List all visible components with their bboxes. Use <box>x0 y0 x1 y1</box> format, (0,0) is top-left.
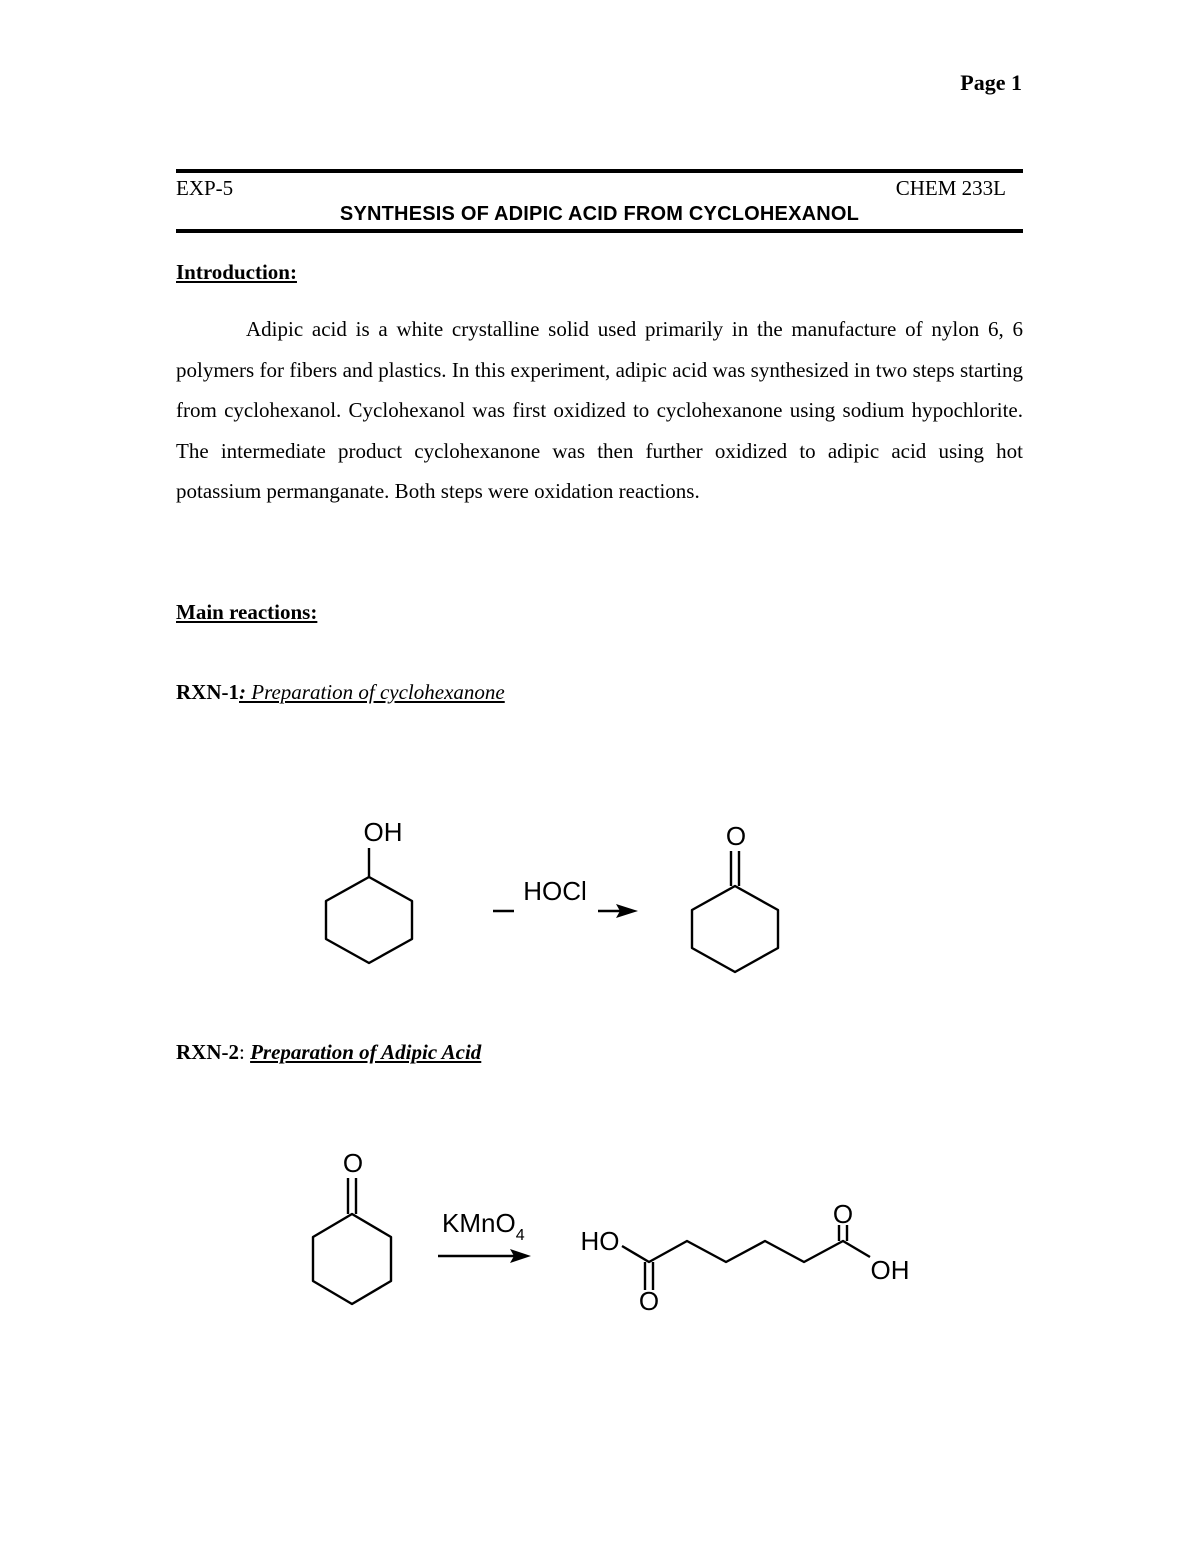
cyclohexanone-o-label: O <box>725 821 747 851</box>
cyclohexanone-ring <box>692 886 778 972</box>
rxn1-title: Preparation of cyclohexanone <box>246 680 505 704</box>
adipic-acid-chain <box>622 1241 870 1262</box>
page-number: Page 1 <box>960 70 1022 95</box>
adipic-left-o-label: O <box>638 1286 660 1316</box>
rxn2-title: Preparation of Adipic Acid <box>250 1040 482 1064</box>
rxn2-colon: : <box>239 1040 251 1064</box>
course-code: CHEM 233L <box>895 176 1006 200</box>
adipic-left-oh-label: HO <box>580 1226 620 1256</box>
rxn2-label: RXN-2 <box>176 1040 239 1064</box>
rxn2-reagent-subscript: 4 <box>515 1227 525 1244</box>
rxn2-cyclohexanone-ring <box>313 1214 391 1304</box>
introduction-paragraph: Adipic acid is a white crystalline solid used primarily in the manufacture of nylon 6, 6 polymers for fibers and plastics. In this experiment, adipic acid was synthesized in two steps starting from cyclohexanol. Cyclohexanol was first oxidized to cyclohexanone using sodium hypochlorite. The intermediate product cyclohexanone was then further oxidized to adipic acid using hot potassium permanganate. Both steps were oxidation reactions. <box>176 317 1023 504</box>
rxn2-cyclohexanone-o-label: O <box>342 1148 364 1178</box>
rxn2-reagent-label <box>442 1208 525 1244</box>
rxn1-colon: : <box>239 680 246 704</box>
experiment-number: EXP-5 <box>176 176 234 200</box>
adipic-right-oh-label: OH <box>870 1255 910 1285</box>
introduction-heading: Introduction: <box>176 260 297 284</box>
cyclohexanol-oh-label: OH <box>363 817 403 847</box>
rxn1-label: RXN-1 <box>176 680 239 704</box>
cyclohexanol-ring <box>326 877 412 963</box>
rxn2-reagent-main: KMnO <box>442 1208 516 1238</box>
adipic-right-o-label: O <box>832 1199 854 1229</box>
main-reactions-heading: Main reactions: <box>176 600 318 624</box>
document-title: SYNTHESIS OF ADIPIC ACID FROM CYCLOHEXANOL <box>339 203 860 225</box>
rxn1-reagent-label: HOCl <box>523 876 587 906</box>
